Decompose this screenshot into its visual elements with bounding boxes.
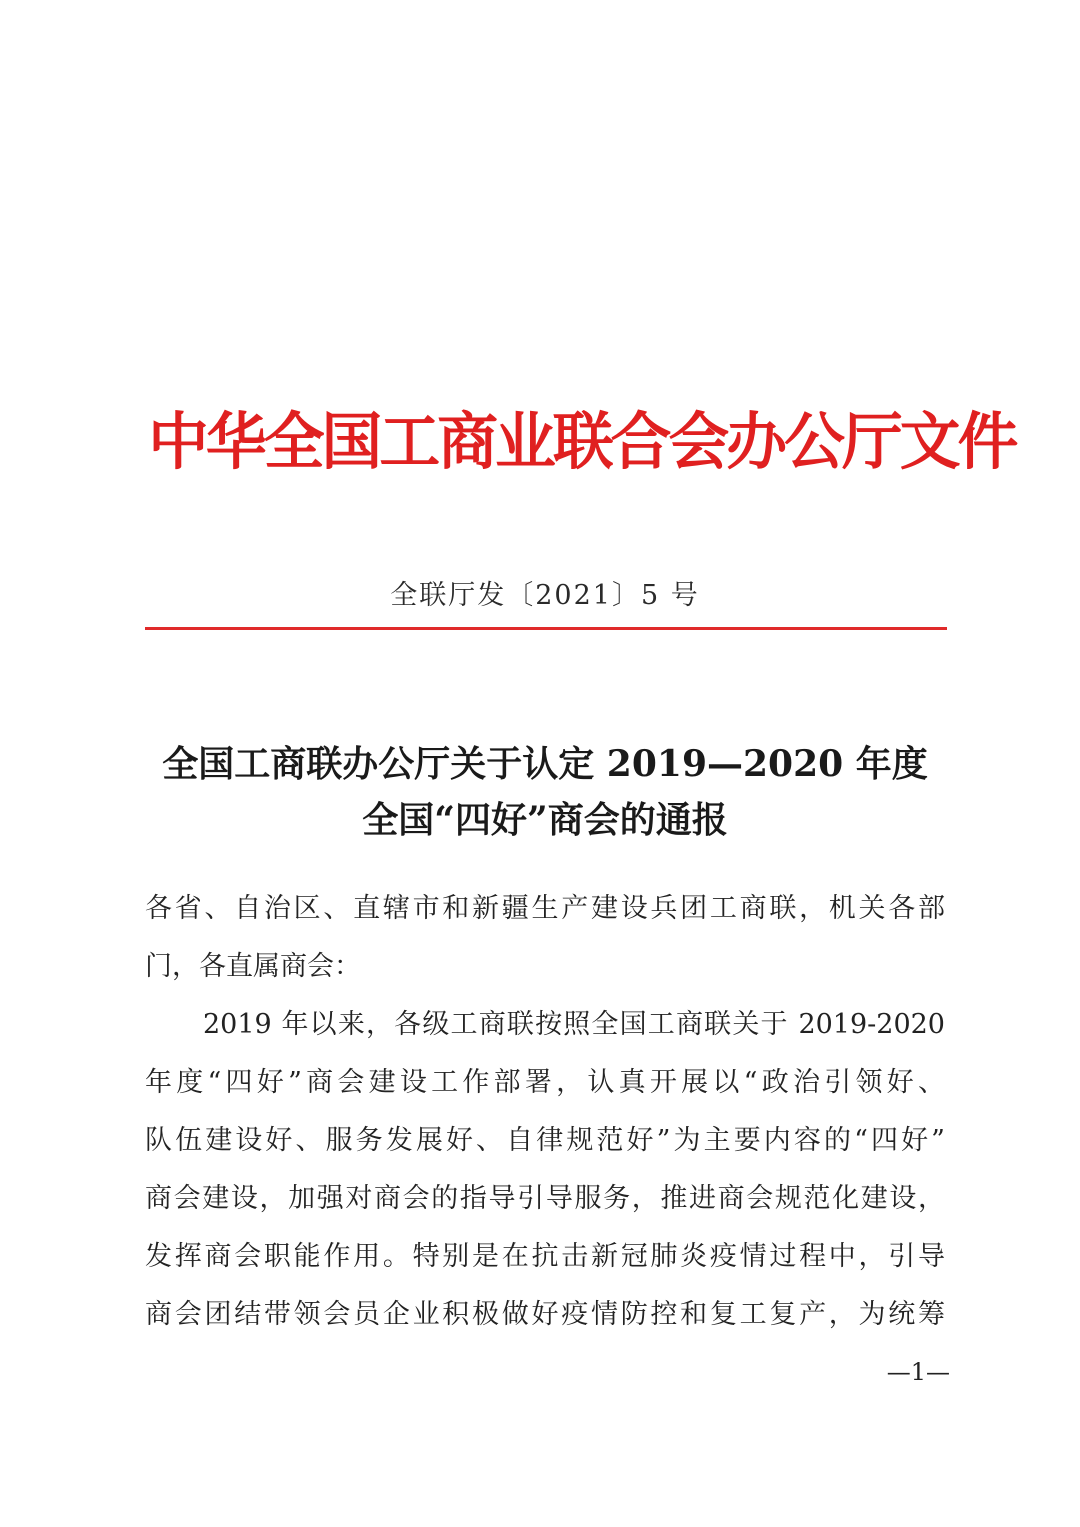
document-number: 全联厅发〔2021〕5 号 (390, 580, 700, 611)
addressee-line-1: 各省、自治区、直辖市和新疆生产建设兵团工商联，机关各部 (145, 893, 945, 924)
body-line: 发挥商会职能作用。特别是在抗击新冠肺炎疫情过程中，引导 (145, 1241, 945, 1272)
body-line: 商会建设，加强对商会的指导引导服务，推进商会规范化建设， (145, 1183, 945, 1214)
body-line: 队伍建设好、服务发展好、自律规范好”为主要内容的“四好” (145, 1125, 945, 1156)
document-title (140, 736, 950, 848)
body-line: 年度“四好”商会建设工作部署，认真开展以“政治引领好、 (145, 1067, 945, 1098)
red-separator-line (145, 627, 947, 630)
addressee-line-2: 门，各直属商会： (145, 951, 361, 982)
body-line: 2019 年以来，各级工商联按照全国工商联关于 2019-2020 (203, 1009, 945, 1040)
addressee (145, 880, 945, 996)
page-number: —1— (886, 1358, 950, 1386)
body-line: 商会团结带领会员企业积极做好疫情防控和复工复产，为统筹 (145, 1299, 945, 1330)
issuer-header: 中华全国工商业联合会办公厅文件 (148, 405, 1016, 478)
document-title-line-1: 全国工商联办公厅关于认定 2019—2020 年度 (162, 743, 928, 785)
body-paragraph (145, 996, 945, 1344)
document-title-line-2: 全国“四好”商会的通报 (362, 799, 728, 841)
